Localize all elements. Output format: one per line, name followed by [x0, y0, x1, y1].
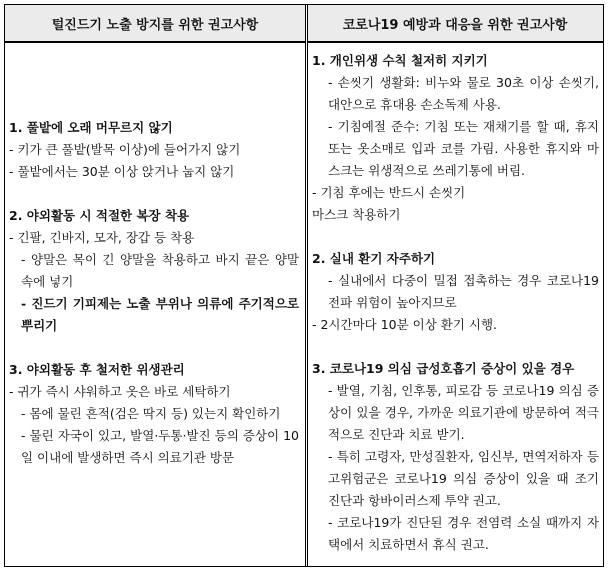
left-section-2-item-3: - 진드기 기피제는 노출 부위나 의류에 주기적으로 뿌리기: [21, 296, 299, 333]
left-section-3-item-3: - 물린 자국이 있고, 발열·두통·발진 등의 증상이 10일 이내에 발생하면 즉시 의료기관 방문: [21, 428, 299, 465]
left-section-3-title: 3. 야외활동 후 철저한 위생관리: [9, 362, 185, 377]
covid-prevention-column: [312, 50, 599, 556]
left-section-1-item-2: - 풀밭에서는 30분 이상 앉거나 눕지 않기: [9, 164, 235, 179]
right-section-3-item-2: - 특히 고령자, 만성질환자, 임신부, 면역저하자 등 고위험군은 코로나19 의심 증상이 있을 때 조기 진단과 항바이러스제 투약 권고.: [328, 449, 599, 508]
right-section-2-title: 2. 실내 환기 자주하기: [312, 251, 436, 266]
left-section-3-item-1: - 귀가 즉시 샤워하고 옷은 바로 세탁하기: [9, 384, 231, 399]
right-section-2-item-1: - 실내에서 다중이 밀접 접촉하는 경우 코로나19 전파 위험이 높아지므로: [328, 273, 599, 310]
right-section-1-title: 1. 개인위생 수칙 철저히 지키기: [312, 53, 488, 68]
column-divider-inner: [307, 5, 308, 566]
tick-prevention-column: [9, 117, 299, 469]
right-section-3-item-3: - 코로나19가 진단된 경우 전염력 소실 때까지 자택에서 치료하면서 휴식 권고.: [328, 515, 599, 552]
right-section-3-item-1: - 발열, 기침, 인후통, 피로감 등 코로나19 의심 증상이 있을 경우, 가까운 의료기관에 방문하여 적극적으로 진단과 치료 받기.: [328, 383, 599, 442]
left-section-1-item-1: - 키가 큰 풀밭(발목 이상)에 들어가지 않기: [9, 142, 241, 157]
left-column-header: 털진드기 노출 방지를 위한 권고사항: [5, 5, 305, 43]
right-section-1-item-1: - 손씻기 생활화: 비누와 물로 30초 이상 손씻기, 대안으로 휴대용 손소독제 사용.: [328, 75, 599, 112]
right-section-1-item-3: - 기침 후에는 반드시 손씻기: [312, 185, 466, 200]
left-section-2-item-1: - 긴팔, 긴바지, 모자, 장갑 등 착용: [9, 230, 195, 245]
left-section-1-title: 1. 풀밭에 오래 머무르지 않기: [9, 120, 173, 135]
right-column-header: 코로나19 예방과 대응을 위한 권고사항: [307, 5, 603, 43]
left-section-3-item-2: - 몸에 물린 흔적(검은 딱지 등) 있는지 확인하기: [21, 406, 281, 421]
column-divider: [305, 5, 306, 566]
right-section-3-title: 3. 코로나19 의심 급성호흡기 증상이 있을 경우: [312, 361, 575, 376]
left-section-2-title: 2. 야외활동 시 적절한 복장 착용: [9, 208, 190, 223]
right-section-1-item-4: 마스크 착용하기: [312, 207, 401, 222]
right-section-2-item-2: - 2시간마다 10분 이상 환기 시행.: [312, 317, 498, 332]
right-section-1-item-2: - 기침예절 준수: 기침 또는 재채기를 할 때, 휴지 또는 옷소매로 입과 코를 가림. 사용한 휴지와 마스크는 위생적으로 쓰레기통에 버림.: [328, 119, 599, 178]
left-section-2-item-2: - 양말은 목이 긴 양말을 착용하고 바지 끝은 양말 속에 넣기: [21, 252, 299, 289]
recommendation-table: [4, 4, 604, 567]
